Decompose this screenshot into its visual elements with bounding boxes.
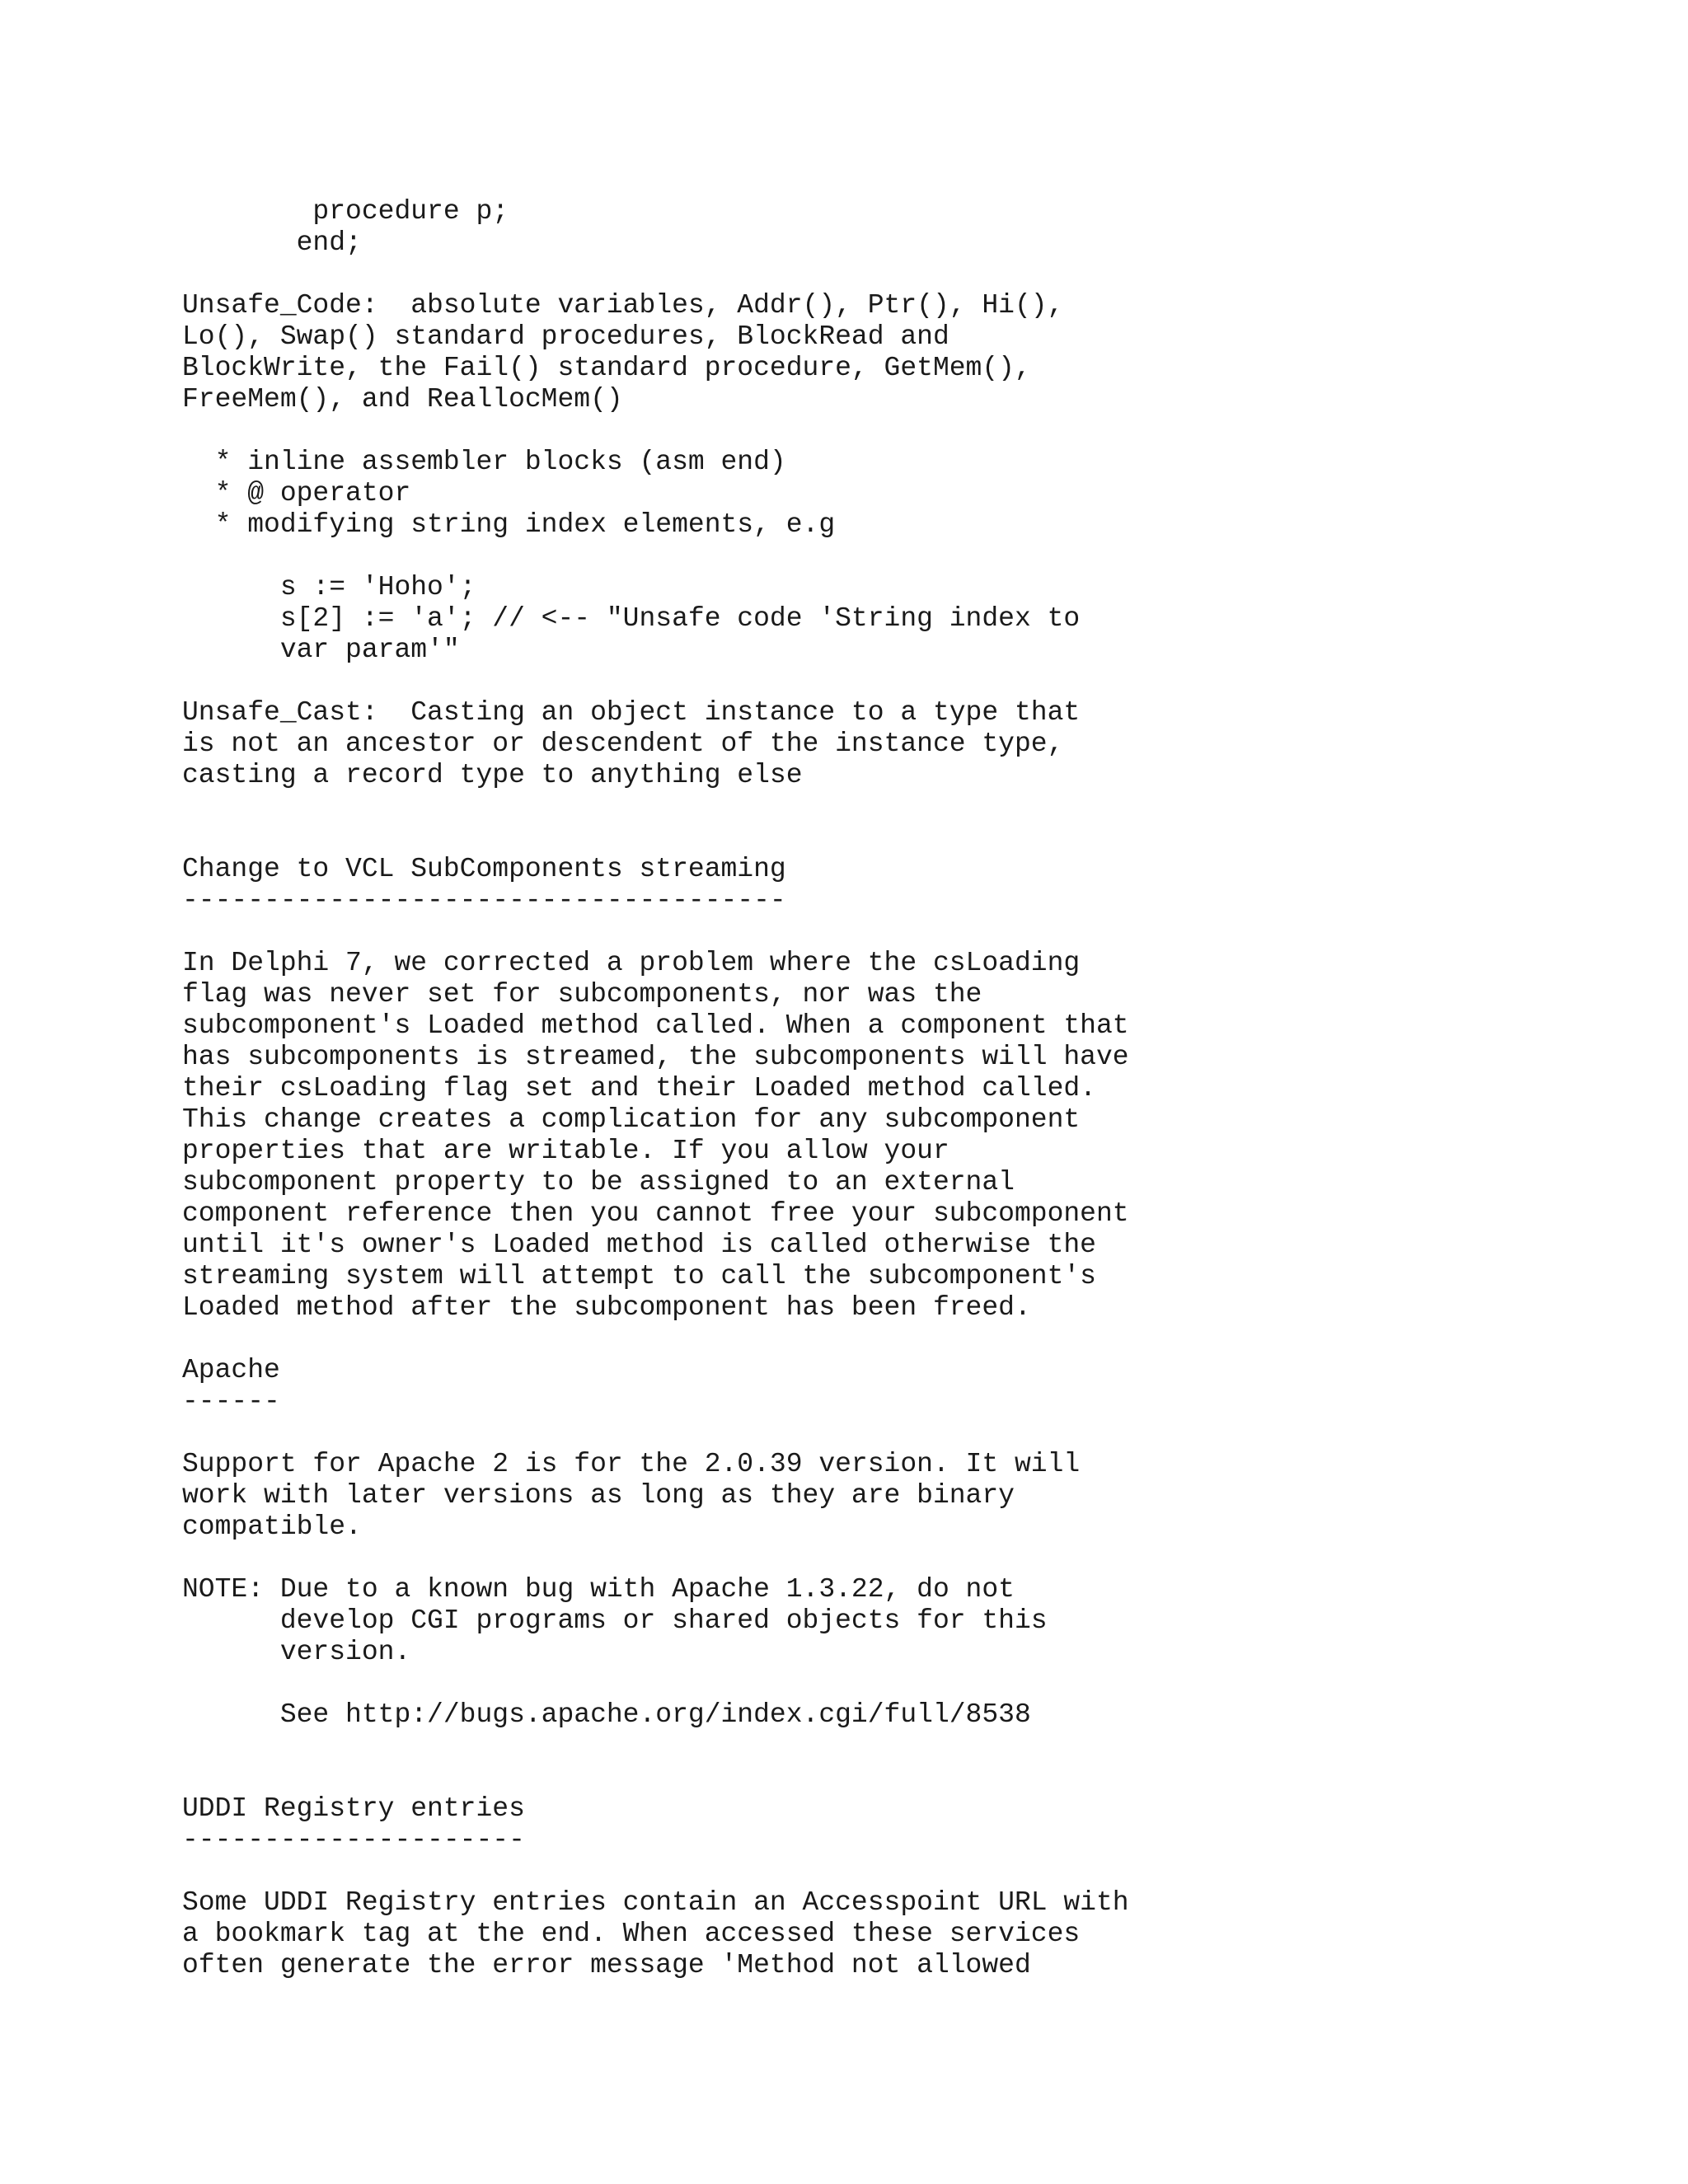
text-line: component reference then you cannot free your subcomponent <box>182 1198 1129 1229</box>
text-line: often generate the error message 'Method not allowed <box>182 1950 1031 1980</box>
text-line <box>182 666 1129 697</box>
text-line: streaming system will attempt to call the subcomponent's <box>182 1261 1096 1291</box>
text-line <box>182 1418 1129 1449</box>
text-line: Unsafe_Cast: Casting an object instance to a type that <box>182 697 1081 728</box>
text-line <box>182 823 1129 854</box>
text-line <box>182 1324 1129 1355</box>
text-line: Change to VCL SubComponents streaming <box>182 854 786 884</box>
text-line: Support for Apache 2 is for the 2.0.39 version. It will <box>182 1449 1081 1479</box>
text-line: * @ operator <box>182 478 411 509</box>
text-line: Some UDDI Registry entries contain an Accesspoint URL with <box>182 1887 1129 1918</box>
text-line: * inline assembler blocks (asm end) <box>182 447 786 477</box>
text-line: --------------------- <box>182 1825 525 1855</box>
text-line <box>182 1668 1129 1699</box>
text-line <box>182 916 1129 948</box>
text-line: * modifying string index elements, e.g <box>182 509 836 540</box>
text-line: has subcomponents is streamed, the subcomponents will have <box>182 1042 1129 1072</box>
text-line: end; <box>182 227 362 258</box>
text-line <box>182 1731 1129 1762</box>
text-line: This change creates a complication for any subcomponent <box>182 1104 1081 1135</box>
text-line: In Delphi 7, we corrected a problem where the csLoading <box>182 948 1081 978</box>
text-line: a bookmark tag at the end. When accessed these services <box>182 1919 1081 1949</box>
document-text <box>182 196 1129 1981</box>
text-line: their csLoading flag set and their Loaded method called. <box>182 1073 1096 1104</box>
text-line: BlockWrite, the Fail() standard procedure, GetMem(), <box>182 353 1031 383</box>
text-line: develop CGI programs or shared objects for this <box>182 1605 1048 1636</box>
text-line: s := 'Hoho'; <box>182 572 476 602</box>
text-line: Apache <box>182 1355 280 1385</box>
text-line: Unsafe_Code: absolute variables, Addr(), Ptr(), Hi(), <box>182 290 1064 321</box>
text-line <box>182 1762 1129 1793</box>
text-line: var param'" <box>182 635 460 665</box>
text-line: procedure p; <box>182 196 509 227</box>
text-line: casting a record type to anything else <box>182 760 803 790</box>
text-line: ------ <box>182 1386 280 1417</box>
text-line: UDDI Registry entries <box>182 1793 525 1824</box>
text-line: ------------------------------------- <box>182 885 786 916</box>
text-line: compatible. <box>182 1511 362 1542</box>
text-line: flag was never set for subcomponents, nor was the <box>182 979 982 1010</box>
text-line: until it's owner's Loaded method is called otherwise the <box>182 1230 1096 1260</box>
text-line: properties that are writable. If you allow your <box>182 1136 950 1166</box>
text-line <box>182 541 1129 572</box>
text-line <box>182 259 1129 290</box>
text-line: subcomponent's Loaded method called. When a component that <box>182 1010 1129 1041</box>
text-line: Loaded method after the subcomponent has been freed. <box>182 1292 1031 1323</box>
text-line: FreeMem(), and ReallocMem() <box>182 384 623 415</box>
text-line: version. <box>182 1637 411 1667</box>
text-line: subcomponent property to be assigned to an external <box>182 1167 1015 1197</box>
text-line <box>182 415 1129 447</box>
text-line: NOTE: Due to a known bug with Apache 1.3.22, do not <box>182 1574 1015 1605</box>
text-line: is not an ancestor or descendent of the instance type, <box>182 729 1064 759</box>
text-line: See http://bugs.apache.org/index.cgi/full/8538 <box>182 1699 1031 1730</box>
text-line: work with later versions as long as they are binary <box>182 1480 1015 1511</box>
text-line: s[2] := 'a'; // <-- "Unsafe code 'String index to <box>182 603 1081 634</box>
text-line <box>182 1856 1129 1887</box>
text-line: Lo(), Swap() standard procedures, BlockRead and <box>182 321 950 352</box>
text-line <box>182 791 1129 823</box>
text-line <box>182 1543 1129 1574</box>
